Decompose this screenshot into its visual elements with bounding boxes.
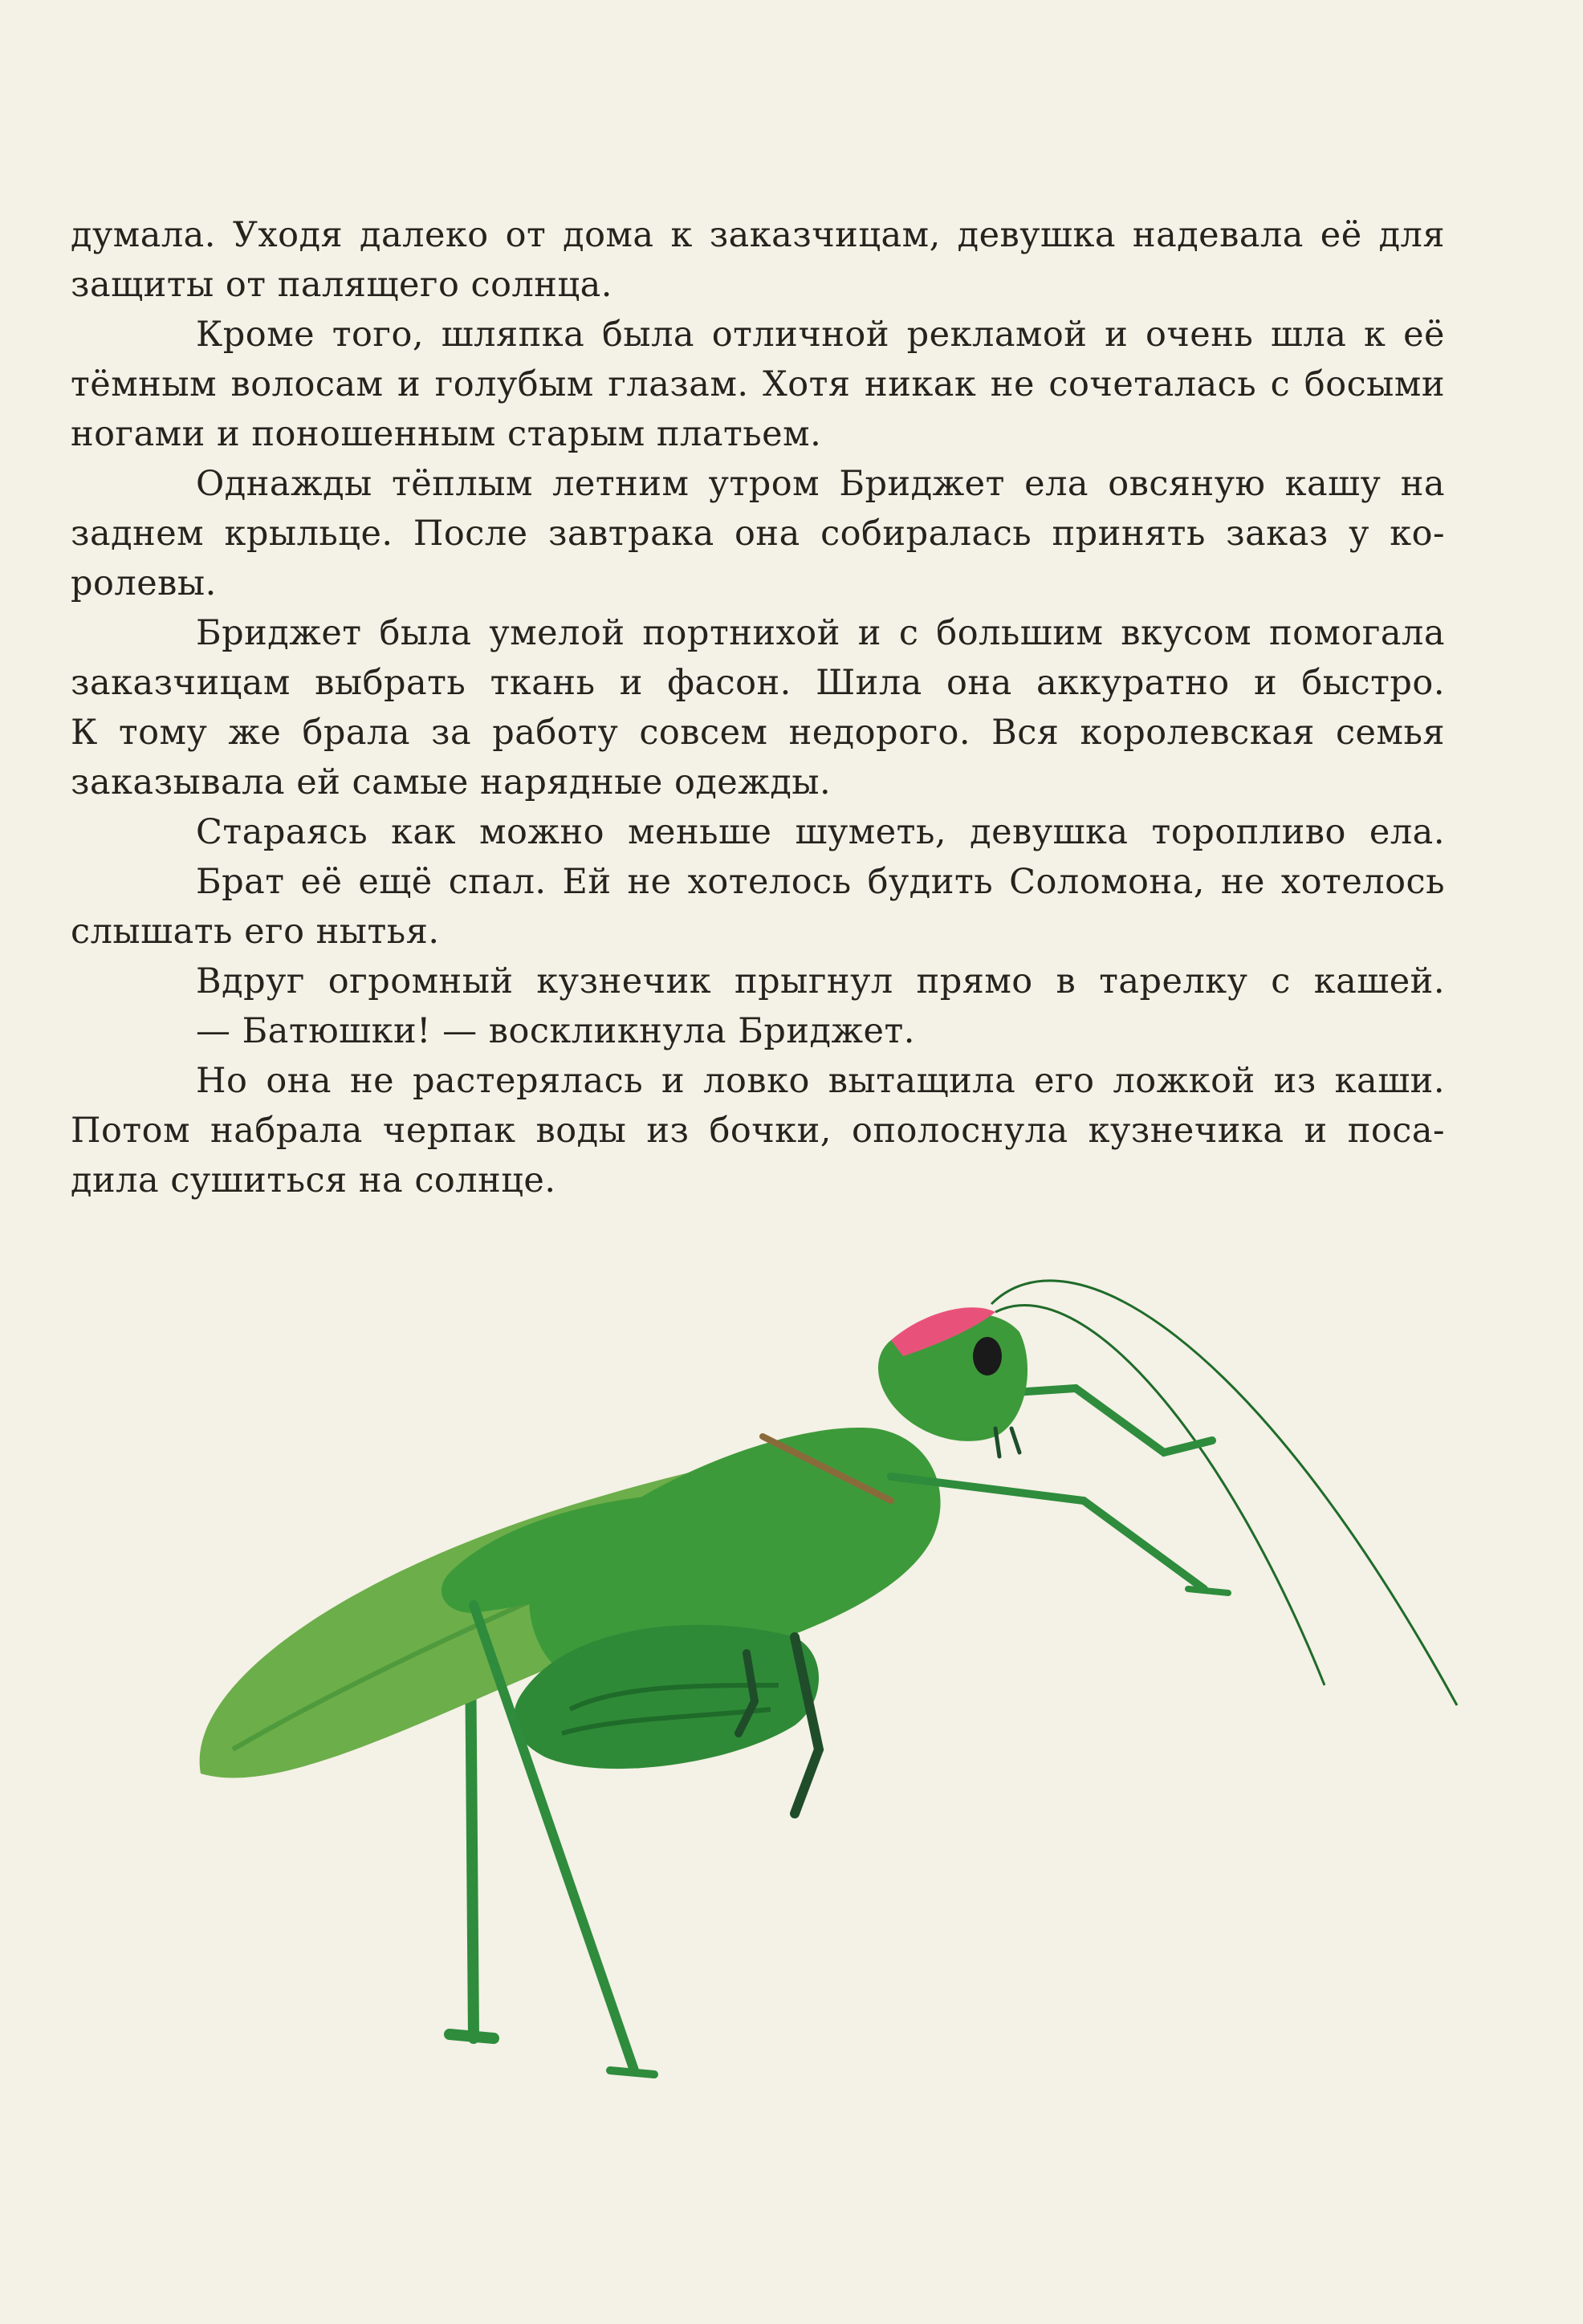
text-line: слышать его нытья.	[71, 912, 440, 952]
text-line: ролевы.	[71, 563, 217, 603]
text-line: дила сушиться на солнце.	[71, 1160, 556, 1201]
text-line: заказчицам выбрать ткань и фасон. Шила она аккуратно и быстро.	[71, 663, 1445, 703]
text-line: ногами и поношенным старым платьем.	[71, 414, 822, 454]
text-line: Но она не растерялась и ловко вытащила его ложкой из каши.	[196, 1061, 1445, 1101]
text-line: Бриджет была умелой портнихой и с большим вкусом помогала	[196, 613, 1445, 653]
grasshopper-illustration	[185, 1236, 1509, 2135]
text-line: заказывала ей самые нарядные одежды.	[71, 762, 832, 802]
text-line: Потом набрала черпак воды из бочки, ополоснула кузнечика и поса-	[71, 1111, 1445, 1151]
text-line: думала. Уходя далеко от дома к заказчицам, девушка надевала её для	[71, 215, 1445, 255]
text-line: Кроме того, шляпка была отличной рекламой и очень шла к её	[196, 315, 1445, 355]
eye	[973, 1337, 1002, 1375]
text-line: Стараясь как можно меньше шуметь, девушка торопливо ела.	[196, 812, 1445, 852]
text-line: заднем крыльце. После завтрака она собиралась принять заказ у ко-	[71, 514, 1445, 554]
text-line: Вдруг огромный кузнечик прыгнул прямо в тарелку с кашей.	[196, 961, 1445, 1002]
text-line: тёмным волосам и голубым глазам. Хотя никак не сочеталась с босыми	[71, 364, 1445, 404]
text-line: К тому же брала за работу совсем недорого. Вся королевская семья	[71, 713, 1445, 753]
text-line: Однажды тёплым летним утром Бриджет ела овсяную кашу на	[196, 464, 1445, 504]
text-line: — Батюшки! — воскликнула Бриджет.	[196, 1011, 915, 1051]
text-line: Брат её ещё спал. Ей не хотелось будить Соломона, не хотелось	[196, 862, 1445, 902]
antenna	[991, 1281, 1457, 1705]
story-text	[71, 210, 1445, 1205]
text-line: защиты от палящего солнца.	[71, 265, 612, 305]
